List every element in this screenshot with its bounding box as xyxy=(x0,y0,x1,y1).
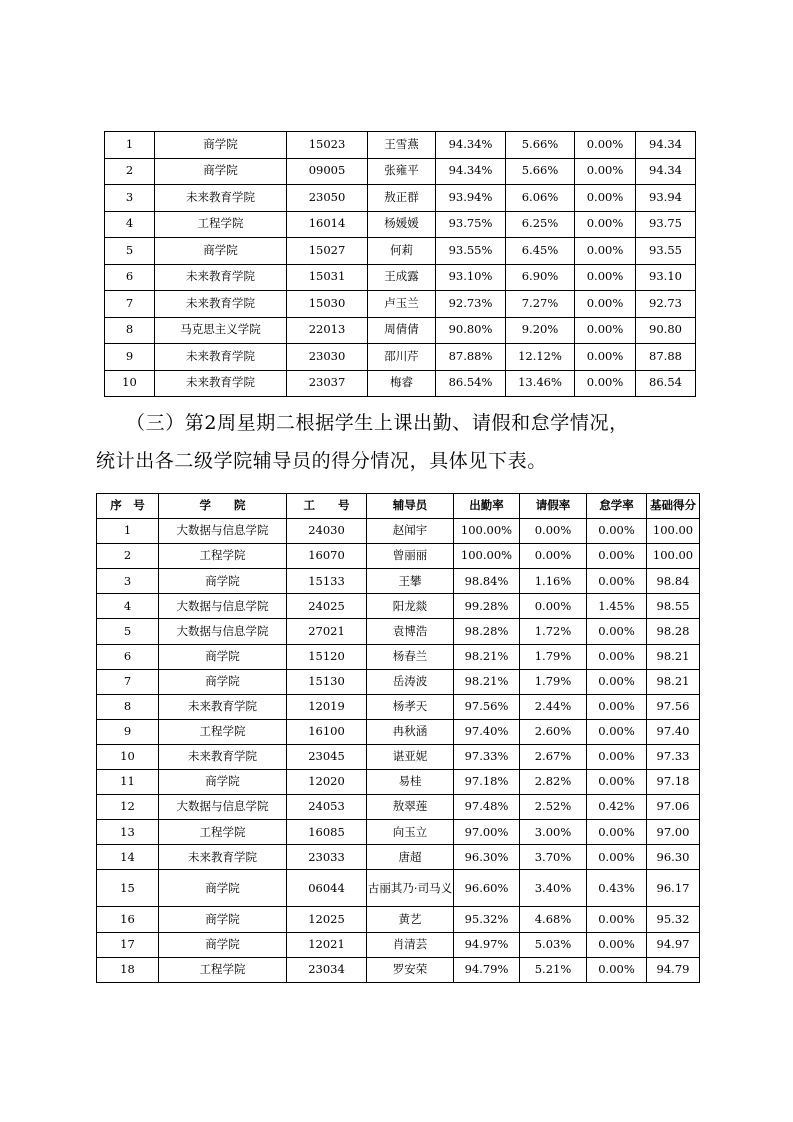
table-cell: 15027 xyxy=(287,238,368,265)
table-row xyxy=(97,957,700,982)
table-cell: 15 xyxy=(97,870,159,907)
table-cell: 1.16% xyxy=(520,569,587,594)
table-row xyxy=(97,619,700,644)
table-cell: 13 xyxy=(97,820,159,845)
table-cell: 94.79 xyxy=(647,957,700,982)
table-row xyxy=(97,694,700,719)
table-cell: 罗安荣 xyxy=(367,957,454,982)
table-cell: 98.55 xyxy=(647,594,700,619)
table-cell: 周倩倩 xyxy=(368,317,436,344)
table-row xyxy=(105,185,696,212)
table-cell: 97.33 xyxy=(647,744,700,769)
table-cell: 96.30 xyxy=(647,845,700,870)
table-cell: 王成露 xyxy=(368,264,436,291)
table-cell: 8 xyxy=(97,694,159,719)
table-cell: 0.00% xyxy=(587,957,647,982)
table-cell: 0.00% xyxy=(587,845,647,870)
table-cell: 3 xyxy=(105,185,155,212)
table-cell: 4.68% xyxy=(520,907,587,932)
table-cell: 6.90% xyxy=(506,264,575,291)
table-cell: 6 xyxy=(97,644,159,669)
table-row xyxy=(105,264,696,291)
table-cell: 0.00% xyxy=(587,644,647,669)
table-cell: 1.79% xyxy=(520,669,587,694)
table-cell: 12025 xyxy=(287,907,367,932)
table-cell: 谌亚妮 xyxy=(367,744,454,769)
table-cell: 0.00% xyxy=(520,594,587,619)
table-cell: 98.21% xyxy=(454,669,520,694)
table-cell: 97.33% xyxy=(454,744,520,769)
table-cell: 23033 xyxy=(287,845,367,870)
table-cell: 工程学院 xyxy=(155,211,287,238)
table-cell: 96.17 xyxy=(647,870,700,907)
table-cell: 1 xyxy=(105,132,155,159)
table-cell: 0.42% xyxy=(587,795,647,820)
table-cell: 12.12% xyxy=(506,344,575,371)
table-cell: 94.34 xyxy=(636,132,696,159)
table-cell: 22013 xyxy=(287,317,368,344)
table-cell: 梅睿 xyxy=(368,370,436,397)
table-cell: 16 xyxy=(97,907,159,932)
table-cell: 93.55% xyxy=(436,238,506,265)
section-paragraph-line2: 统计出各二级学院辅导员的得分情况，具体见下表。 xyxy=(96,450,547,472)
column-header: 学 院 xyxy=(159,494,287,519)
table-cell: 98.84 xyxy=(647,569,700,594)
table-cell: 5.66% xyxy=(506,158,575,185)
table-cell: 93.10% xyxy=(436,264,506,291)
table-cell: 0.00% xyxy=(587,770,647,795)
table-cell: 4 xyxy=(97,594,159,619)
table-cell: 0.00% xyxy=(575,344,636,371)
table-cell: 12 xyxy=(97,795,159,820)
table-cell: 2.67% xyxy=(520,744,587,769)
table-cell: 0.00% xyxy=(587,519,647,544)
table-cell: 0.00% xyxy=(520,544,587,569)
table-cell: 97.56% xyxy=(454,694,520,719)
table-cell: 11 xyxy=(97,770,159,795)
table-row xyxy=(105,370,696,397)
table-row xyxy=(97,932,700,957)
table-row xyxy=(97,594,700,619)
table-cell: 93.55 xyxy=(636,238,696,265)
table-cell: 94.97% xyxy=(454,932,520,957)
table-cell: 86.54 xyxy=(636,370,696,397)
table-cell: 9.20% xyxy=(506,317,575,344)
table-cell: 98.21 xyxy=(647,644,700,669)
table-cell: 18 xyxy=(97,957,159,982)
table-cell: 阳龙燚 xyxy=(367,594,454,619)
table-cell: 0.00% xyxy=(587,694,647,719)
table-cell: 0.00% xyxy=(587,544,647,569)
table-cell: 杨媛媛 xyxy=(368,211,436,238)
table-cell: 5 xyxy=(97,619,159,644)
table-cell: 5.66% xyxy=(506,132,575,159)
table-cell: 15031 xyxy=(287,264,368,291)
table-cell: 97.40% xyxy=(454,719,520,744)
table-cell: 工程学院 xyxy=(159,957,287,982)
table-cell: 商学院 xyxy=(159,907,287,932)
table-cell: 未来教育学院 xyxy=(155,370,287,397)
table-cell: 3.70% xyxy=(520,845,587,870)
ranking-table-part1 xyxy=(104,131,696,397)
table-row xyxy=(97,719,700,744)
table-cell: 100.00% xyxy=(454,519,520,544)
table-row xyxy=(97,669,700,694)
table-cell: 1.45% xyxy=(587,594,647,619)
table-row xyxy=(105,158,696,185)
table-cell: 16014 xyxy=(287,211,368,238)
table-cell: 商学院 xyxy=(159,932,287,957)
table-cell: 工程学院 xyxy=(159,719,287,744)
table-cell: 敖翠莲 xyxy=(367,795,454,820)
table-cell: 94.97 xyxy=(647,932,700,957)
table-cell: 0.00% xyxy=(587,907,647,932)
table-cell: 24030 xyxy=(287,519,367,544)
table-cell: 93.94% xyxy=(436,185,506,212)
table-cell: 0.43% xyxy=(587,870,647,907)
table-cell: 3 xyxy=(97,569,159,594)
table-cell: 98.84% xyxy=(454,569,520,594)
table-cell: 商学院 xyxy=(155,158,287,185)
table-cell: 袁博浩 xyxy=(367,619,454,644)
table-cell: 86.54% xyxy=(436,370,506,397)
table-cell: 5 xyxy=(105,238,155,265)
table-cell: 1.79% xyxy=(520,644,587,669)
table-cell: 商学院 xyxy=(159,644,287,669)
table-cell: 97.18% xyxy=(454,770,520,795)
table-cell: 97.40 xyxy=(647,719,700,744)
table-cell: 12020 xyxy=(287,770,367,795)
table-cell: 杨春兰 xyxy=(367,644,454,669)
table-cell: 97.56 xyxy=(647,694,700,719)
table-cell: 商学院 xyxy=(159,870,287,907)
table-cell: 大数据与信息学院 xyxy=(159,519,287,544)
table-cell: 2 xyxy=(105,158,155,185)
table-cell: 敖正群 xyxy=(368,185,436,212)
table-cell: 15120 xyxy=(287,644,367,669)
table-cell: 黄艺 xyxy=(367,907,454,932)
table-cell: 大数据与信息学院 xyxy=(159,619,287,644)
table-cell: 97.00% xyxy=(454,820,520,845)
table-cell: 何莉 xyxy=(368,238,436,265)
table-cell: 0.00% xyxy=(575,370,636,397)
table-cell: 23030 xyxy=(287,344,368,371)
table-cell: 2.60% xyxy=(520,719,587,744)
table-cell: 易桂 xyxy=(367,770,454,795)
table-cell: 3.40% xyxy=(520,870,587,907)
table-cell: 5.03% xyxy=(520,932,587,957)
table-cell: 2 xyxy=(97,544,159,569)
table-cell: 12021 xyxy=(287,932,367,957)
table-cell: 3.00% xyxy=(520,820,587,845)
table-row xyxy=(105,132,696,159)
table-cell: 17 xyxy=(97,932,159,957)
table-cell: 工程学院 xyxy=(159,820,287,845)
counselor-score-table-body xyxy=(97,519,700,983)
table-cell: 97.06 xyxy=(647,795,700,820)
table-cell: 93.10 xyxy=(636,264,696,291)
table-cell: 7 xyxy=(105,291,155,318)
table-cell: 未来教育学院 xyxy=(159,694,287,719)
table-cell: 大数据与信息学院 xyxy=(159,594,287,619)
table-cell: 92.73% xyxy=(436,291,506,318)
table-cell: 100.00 xyxy=(647,519,700,544)
counselor-score-table xyxy=(96,493,700,983)
table-cell: 6.06% xyxy=(506,185,575,212)
table-row xyxy=(97,744,700,769)
table-cell: 16100 xyxy=(287,719,367,744)
table-cell: 4 xyxy=(105,211,155,238)
table-cell: 未来教育学院 xyxy=(159,845,287,870)
table-cell: 赵闻宇 xyxy=(367,519,454,544)
table-cell: 97.18 xyxy=(647,770,700,795)
table-cell: 95.32 xyxy=(647,907,700,932)
table-cell: 7 xyxy=(97,669,159,694)
table-cell: 94.79% xyxy=(454,957,520,982)
table-row xyxy=(97,795,700,820)
table-cell: 商学院 xyxy=(159,770,287,795)
table-row xyxy=(97,644,700,669)
table-cell: 14 xyxy=(97,845,159,870)
table-row xyxy=(97,845,700,870)
table-cell: 未来教育学院 xyxy=(159,744,287,769)
table-cell: 0.00% xyxy=(575,158,636,185)
table-row xyxy=(105,291,696,318)
table-cell: 100.00 xyxy=(647,544,700,569)
table-cell: 98.21% xyxy=(454,644,520,669)
table-cell: 5.21% xyxy=(520,957,587,982)
table-cell: 27021 xyxy=(287,619,367,644)
table-cell: 肖清芸 xyxy=(367,932,454,957)
table-cell: 大数据与信息学院 xyxy=(159,795,287,820)
table-cell: 95.32% xyxy=(454,907,520,932)
table-cell: 0.00% xyxy=(575,211,636,238)
table-cell: 1 xyxy=(97,519,159,544)
table-cell: 未来教育学院 xyxy=(155,291,287,318)
table-cell: 98.28% xyxy=(454,619,520,644)
table-cell: 未来教育学院 xyxy=(155,185,287,212)
table-cell: 0.00% xyxy=(587,619,647,644)
table-cell: 16085 xyxy=(287,820,367,845)
table-row xyxy=(97,907,700,932)
table-cell: 16070 xyxy=(287,544,367,569)
table-cell: 23034 xyxy=(287,957,367,982)
table-cell: 0.00% xyxy=(575,185,636,212)
table-row xyxy=(97,820,700,845)
table-cell: 10 xyxy=(97,744,159,769)
table-cell: 93.75% xyxy=(436,211,506,238)
table-cell: 0.00% xyxy=(587,932,647,957)
table-cell: 0.00% xyxy=(520,519,587,544)
table-cell: 0.00% xyxy=(587,719,647,744)
table-cell: 0.00% xyxy=(587,744,647,769)
table-cell: 96.60% xyxy=(454,870,520,907)
column-header: 请假率 xyxy=(520,494,587,519)
table-cell: 王攀 xyxy=(367,569,454,594)
table-cell: 15030 xyxy=(287,291,368,318)
table-cell: 94.34% xyxy=(436,132,506,159)
table-row xyxy=(105,317,696,344)
table-cell: 13.46% xyxy=(506,370,575,397)
table-cell: 2.44% xyxy=(520,694,587,719)
table-cell: 12019 xyxy=(287,694,367,719)
table-cell: 97.48% xyxy=(454,795,520,820)
table-cell: 98.21 xyxy=(647,669,700,694)
table-cell: 向玉立 xyxy=(367,820,454,845)
table-cell: 商学院 xyxy=(159,569,287,594)
table-cell: 0.00% xyxy=(575,264,636,291)
table-cell: 97.00 xyxy=(647,820,700,845)
table-cell: 唐超 xyxy=(367,845,454,870)
table-row xyxy=(97,770,700,795)
column-header: 工 号 xyxy=(287,494,367,519)
column-header: 出勤率 xyxy=(454,494,520,519)
table-cell: 商学院 xyxy=(155,238,287,265)
table-row xyxy=(97,569,700,594)
table-cell: 未来教育学院 xyxy=(155,264,287,291)
table-row xyxy=(105,211,696,238)
table-cell: 09005 xyxy=(287,158,368,185)
table-cell: 0.00% xyxy=(587,669,647,694)
table-cell: 0.00% xyxy=(575,132,636,159)
table-cell: 23045 xyxy=(287,744,367,769)
table-cell: 0.00% xyxy=(575,238,636,265)
table-cell: 6.45% xyxy=(506,238,575,265)
table-cell: 6.25% xyxy=(506,211,575,238)
table-row xyxy=(105,238,696,265)
table-cell: 24025 xyxy=(287,594,367,619)
table-cell: 7.27% xyxy=(506,291,575,318)
column-header: 怠学率 xyxy=(587,494,647,519)
column-header: 基础得分 xyxy=(647,494,700,519)
table-cell: 15023 xyxy=(287,132,368,159)
table-cell: 曾丽丽 xyxy=(367,544,454,569)
table-cell: 0.00% xyxy=(587,820,647,845)
table-cell: 15133 xyxy=(287,569,367,594)
table-cell: 商学院 xyxy=(155,132,287,159)
table-cell: 工程学院 xyxy=(159,544,287,569)
table-cell: 岳涛波 xyxy=(367,669,454,694)
table-cell: 9 xyxy=(97,719,159,744)
table-cell: 23037 xyxy=(287,370,368,397)
table-cell: 15130 xyxy=(287,669,367,694)
table-cell: 87.88 xyxy=(636,344,696,371)
table-cell: 2.82% xyxy=(520,770,587,795)
table-cell: 94.34% xyxy=(436,158,506,185)
table-row xyxy=(97,544,700,569)
table-cell: 98.28 xyxy=(647,619,700,644)
table-header-row xyxy=(97,494,700,519)
table-cell: 9 xyxy=(105,344,155,371)
table-row xyxy=(97,870,700,907)
column-header: 序 号 xyxy=(97,494,159,519)
table-cell: 90.80% xyxy=(436,317,506,344)
table-cell: 93.75 xyxy=(636,211,696,238)
table-cell: 92.73 xyxy=(636,291,696,318)
table-cell: 94.34 xyxy=(636,158,696,185)
column-header: 辅导员 xyxy=(367,494,454,519)
table-cell: 马克思主义学院 xyxy=(155,317,287,344)
table-cell: 0.00% xyxy=(575,291,636,318)
table-cell: 未来教育学院 xyxy=(155,344,287,371)
table-cell: 6 xyxy=(105,264,155,291)
table-cell: 100.00% xyxy=(454,544,520,569)
table-cell: 87.88% xyxy=(436,344,506,371)
table-cell: 卢玉兰 xyxy=(368,291,436,318)
table-cell: 商学院 xyxy=(159,669,287,694)
ranking-table-part1-body xyxy=(105,132,696,397)
table-row xyxy=(97,519,700,544)
section-paragraph-line1: （三）第2周星期二根据学生上课出勤、请假和怠学情况， xyxy=(126,412,629,434)
table-cell: 杨孝天 xyxy=(367,694,454,719)
table-cell: 10 xyxy=(105,370,155,397)
table-cell: 0.00% xyxy=(587,569,647,594)
table-cell: 冉秋涵 xyxy=(367,719,454,744)
table-cell: 24053 xyxy=(287,795,367,820)
table-cell: 96.30% xyxy=(454,845,520,870)
table-cell: 1.72% xyxy=(520,619,587,644)
table-cell: 06044 xyxy=(287,870,367,907)
table-cell: 邵川芹 xyxy=(368,344,436,371)
table-cell: 王雪燕 xyxy=(368,132,436,159)
table-cell: 8 xyxy=(105,317,155,344)
table-cell: 93.94 xyxy=(636,185,696,212)
table-cell: 99.28% xyxy=(454,594,520,619)
table-cell: 2.52% xyxy=(520,795,587,820)
table-cell: 90.80 xyxy=(636,317,696,344)
table-row xyxy=(105,344,696,371)
table-cell: 古丽其乃·司马义 xyxy=(367,870,454,907)
table-cell: 0.00% xyxy=(575,317,636,344)
table-cell: 张雍平 xyxy=(368,158,436,185)
table-cell: 23050 xyxy=(287,185,368,212)
